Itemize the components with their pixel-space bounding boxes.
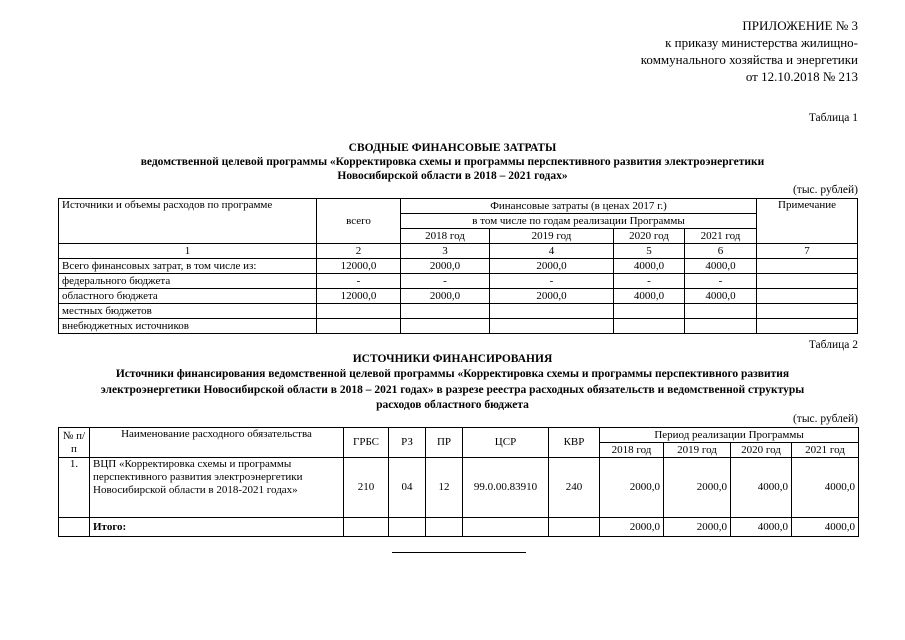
appendix-line-4: от 12.10.2018 № 213 [745, 69, 858, 84]
header-2019: 2019 год [490, 229, 614, 244]
cell-2021 [685, 319, 757, 334]
cell-note [757, 304, 858, 319]
header-grbs: ГРБС [344, 428, 389, 458]
appendix-line-3: коммунального хозяйства и энергетики [640, 52, 858, 67]
total-2020: 4000,0 [731, 518, 792, 537]
header-2018: 2018 год [401, 229, 490, 244]
header-rz: РЗ [389, 428, 426, 458]
table1-subtitle-2: Новосибирской области в 2018 – 2021 годах» [337, 170, 568, 182]
cell-total [317, 319, 401, 334]
header-kvr: КВР [549, 428, 600, 458]
header-note: Примечание [757, 199, 858, 244]
appendix-line-2: к приказу министерства жилищно- [665, 35, 858, 50]
cell-grbs: 210 [344, 458, 389, 518]
cell-pr: 12 [426, 458, 463, 518]
table-row [59, 319, 858, 334]
table1-column-numbers [59, 244, 858, 259]
cell-total: 12000,0 [317, 289, 401, 304]
header-2019: 2019 год [664, 443, 731, 458]
col-number: 1 [59, 244, 317, 259]
cell-2018: 2000,0 [401, 289, 490, 304]
header-2021: 2021 год [685, 229, 757, 244]
cell-2020: 4000,0 [614, 289, 685, 304]
table1-header-row-1 [59, 199, 858, 214]
col-number: 3 [401, 244, 490, 259]
cell-2019 [490, 304, 614, 319]
cell-note [757, 259, 858, 274]
cell-2018: 2000,0 [600, 458, 664, 518]
cell-note [757, 319, 858, 334]
cell-2018 [401, 319, 490, 334]
cell-2018: 2000,0 [401, 259, 490, 274]
cell-total: 12000,0 [317, 259, 401, 274]
col-number: 2 [317, 244, 401, 259]
cell-2019: - [490, 274, 614, 289]
table-row [59, 458, 859, 518]
cell-2019 [490, 319, 614, 334]
cell-note [757, 289, 858, 304]
table1-title: СВОДНЫЕ ФИНАНСОВЫЕ ЗАТРАТЫ [348, 142, 557, 154]
cell-2019: 2000,0 [490, 259, 614, 274]
cell-note [757, 274, 858, 289]
table-row [59, 259, 858, 274]
cell-2021: 4000,0 [792, 458, 859, 518]
appendix-line-1: ПРИЛОЖЕНИЕ № 3 [742, 18, 858, 33]
header-source: Источники и объемы расходов по программе [59, 199, 317, 244]
table2-subtitle-1: Источники финансирования ведомственной целевой программы «Корректировка схемы и программы перспективного развития [115, 368, 790, 380]
header-costs: Финансовые затраты (в ценах 2017 г.) [401, 199, 757, 214]
header-pr: ПР [426, 428, 463, 458]
cell-total [317, 304, 401, 319]
row-label: местных бюджетов [59, 304, 317, 319]
col-number: 5 [614, 244, 685, 259]
table1-subtitle-1: ведомственной целевой программы «Корректировка схемы и программы перспективного развития электроэнергетики [140, 156, 765, 168]
cell-2020 [614, 319, 685, 334]
table-row [59, 289, 858, 304]
header-2021: 2021 год [792, 443, 859, 458]
closing-divider [392, 552, 526, 553]
total-2018: 2000,0 [600, 518, 664, 537]
cell-2020: 4000,0 [614, 259, 685, 274]
total-2021: 4000,0 [792, 518, 859, 537]
header-2020: 2020 год [731, 443, 792, 458]
header-by-year: в том числе по годам реализации Программы [401, 214, 757, 229]
cell-2018: - [401, 274, 490, 289]
cell-2019: 2000,0 [664, 458, 731, 518]
header-name: Наименование расходного обязательства [90, 428, 344, 458]
cell-name: ВЦП «Корректировка схемы и программы перспективного развития электроэнергетики Новосибирской области в 2018-2021 годах» [90, 458, 344, 518]
col-number: 4 [490, 244, 614, 259]
header-2020: 2020 год [614, 229, 685, 244]
funding-sources-table [58, 427, 859, 537]
cell-2021: 4000,0 [685, 259, 757, 274]
col-number: 6 [685, 244, 757, 259]
row-label: внебюджетных источников [59, 319, 317, 334]
cell-csr: 99.0.00.83910 [463, 458, 549, 518]
cell-num: 1. [59, 458, 90, 518]
table2-unit: (тыс. рублей) [792, 413, 858, 425]
table2-subtitle-3: расходов областного бюджета [376, 399, 529, 411]
cell-2019: 2000,0 [490, 289, 614, 304]
cell-2020: - [614, 274, 685, 289]
row-label: областного бюджета [59, 289, 317, 304]
row-label: федерального бюджета [59, 274, 317, 289]
cell-2021: - [685, 274, 757, 289]
total-label: Итого: [90, 518, 344, 537]
cell-rz: 04 [389, 458, 426, 518]
cell-2021: 4000,0 [685, 289, 757, 304]
col-number: 7 [757, 244, 858, 259]
cell-total: - [317, 274, 401, 289]
cell-2020 [614, 304, 685, 319]
row-label: Всего финансовых затрат, в том числе из: [59, 259, 317, 274]
cell-kvr: 240 [549, 458, 600, 518]
table-row [59, 304, 858, 319]
table-row [59, 274, 858, 289]
header-csr: ЦСР [463, 428, 549, 458]
table2-subtitle-2: электроэнергетики Новосибирской области в 2018 – 2021 годах» в разрезе реестра расходных обязательств и ведомственной структуры [100, 384, 805, 396]
header-num: № п/п [59, 428, 90, 458]
table2-number: Таблица 2 [808, 339, 858, 351]
table1-number: Таблица 1 [808, 112, 858, 124]
total-row [59, 518, 859, 537]
cell-2018 [401, 304, 490, 319]
summary-costs-table [58, 198, 858, 334]
table2-header-row-1 [59, 428, 859, 443]
total-2019: 2000,0 [664, 518, 731, 537]
cell-2021 [685, 304, 757, 319]
table2-title: ИСТОЧНИКИ ФИНАНСИРОВАНИЯ [352, 353, 553, 365]
table1-unit: (тыс. рублей) [792, 184, 858, 196]
header-2018: 2018 год [600, 443, 664, 458]
appendix-block [538, 17, 858, 85]
header-period: Период реализации Программы [600, 428, 859, 443]
cell-2020: 4000,0 [731, 458, 792, 518]
header-total: всего [317, 214, 401, 229]
